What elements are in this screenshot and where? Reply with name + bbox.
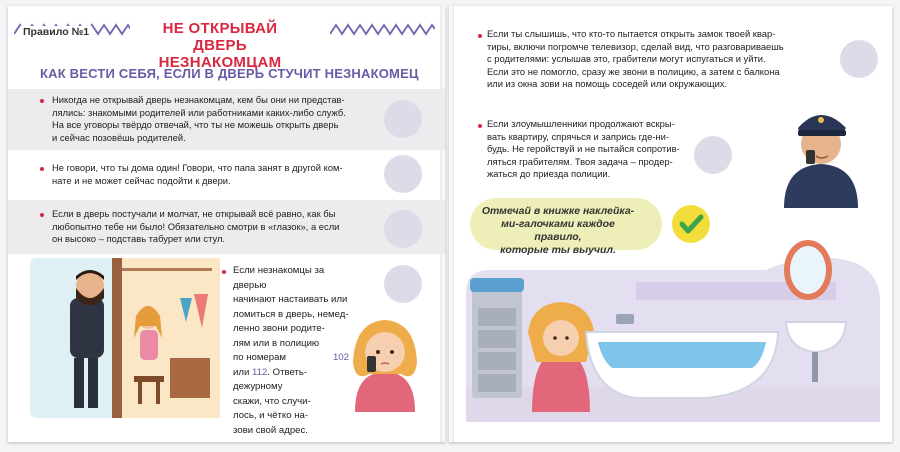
sticker-spot-2[interactable] [384, 155, 422, 193]
illustration-policeman [776, 98, 866, 208]
page-title [130, 20, 310, 71]
bullet [222, 270, 226, 274]
bullet [478, 124, 482, 128]
rule-label: Правило №1 [20, 26, 92, 38]
page-title-line-2: ДВЕРЬ НЕЗНАКОМЦАМ [158, 37, 282, 71]
section-title: КАК ВЕСТИ СЕБЯ, ЕСЛИ В ДВЕРЬ СТУЧИТ НЕЗНАКОМЕЦ [40, 66, 419, 81]
bullet [40, 213, 44, 217]
zigzag-decoration-right [330, 22, 435, 36]
illustration-girl-phone [345, 312, 425, 412]
police-number-102: 102 [333, 352, 350, 363]
bullet [478, 34, 482, 38]
illustration-door-stranger [30, 258, 220, 418]
sticker-spot-1[interactable] [384, 100, 422, 138]
rule-item-2: Не говори, что ты дома один! Говори, что папа занят в другой ком- нате и не может сейчас подойти к двери. [52, 162, 343, 186]
sticker-spot-5[interactable] [840, 40, 878, 78]
police-number-112: 112 [252, 366, 268, 378]
rule-item-4: Если незнакомцы за дверью начинают настаивать или ломиться в дверь, немед- ленно звони родите- лям или в полицию по номерам 102 или 112. Ответь- дежурному скажи, что случи- лось, и чётко на- зови свой адрес. [233, 265, 350, 436]
illustration-bathroom [466, 212, 880, 422]
rule-item-3: Если в дверь постучали и молчат, не открывай всё равно, как бы любопытно тебе ни было! Обязательно смотри в «глазок», а если он высоко – подставь табурет или стул. [52, 208, 340, 245]
rule-item-6: Если злоумышленники продолжают вскры- вать квартиру, спрячься и запрись где-ни- будь. Не геройствуй и не пытайся сопротив- ляться грабителям. Твоя задача – продер- жаться до приезда полиции. [487, 118, 680, 180]
rule-item-1: Никогда не открывай дверь незнакомцам, кем бы они ни представ- лялись: знакомыми родителей или работниками каких-либо служб. На все уговоры твёрдо отвечай, что ты не можешь открыть дверь и сейчас позовёшь родителей. [52, 94, 346, 143]
page-title-line-1: НЕ ОТКРЫВАЙ [162, 20, 278, 37]
sticker-instruction-text: Отмечай в книжке наклейка- ми-галочками каждое правило, которые ты выучил. [481, 205, 635, 256]
sticker-spot-4[interactable] [384, 265, 422, 303]
bullet [40, 167, 44, 171]
rule-item-5: Если ты слышишь, что кто-то пытается открыть замок твоей квар- тиры, включи погромче телевизор, сделай вид, что разговариваешь с родителями: услышав это, грабители могут испугаться и уйти. Если это не помогло, сразу же звони в полицию, а затем с балкона или из окна зови на помощь соседей или окружающих. [487, 28, 784, 90]
sticker-spot-6[interactable] [694, 136, 732, 174]
sticker-spot-3[interactable] [384, 210, 422, 248]
bullet [40, 99, 44, 103]
